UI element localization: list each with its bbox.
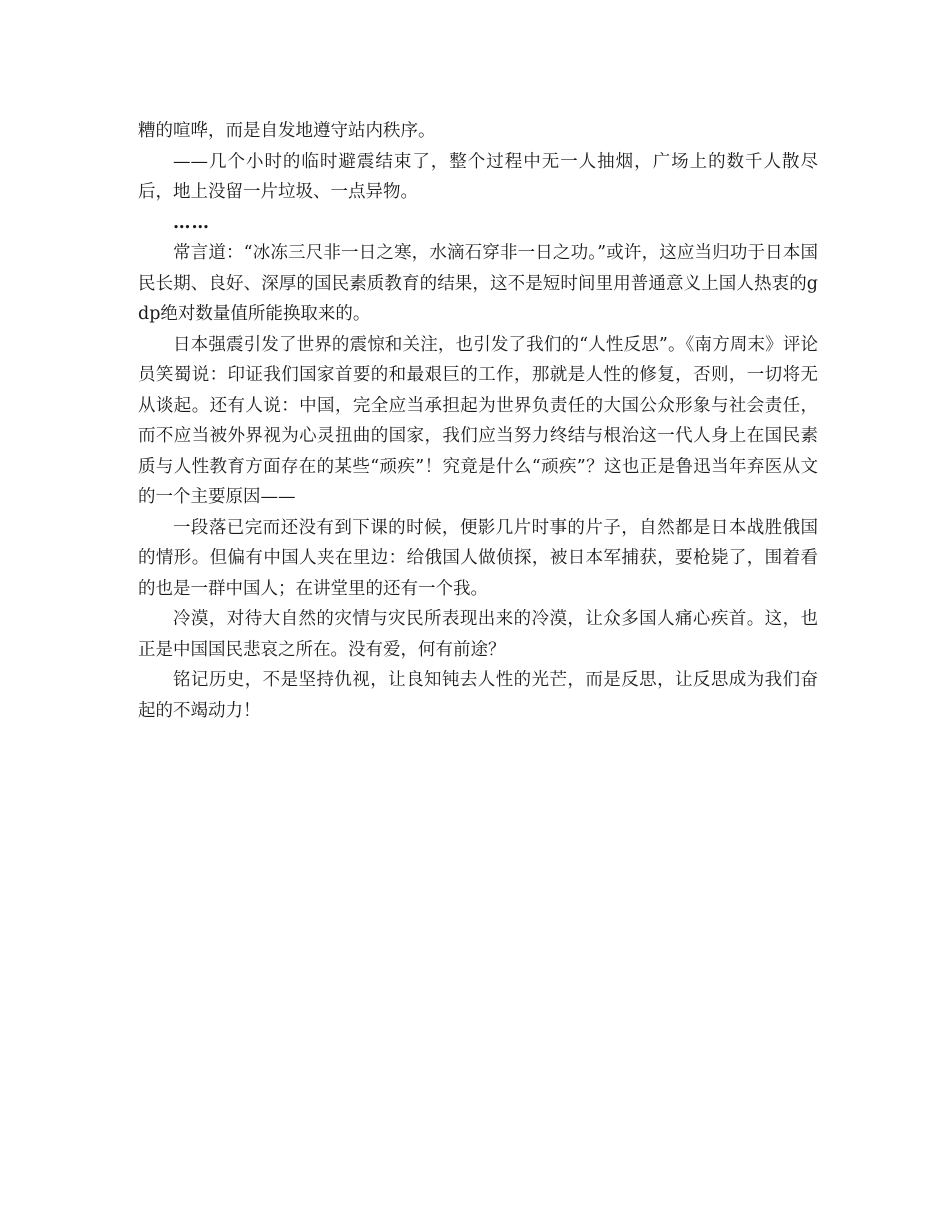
paragraph-2: ——几个小时的临时避震结束了，整个过程中无一人抽烟，广场上的数千人散尽后，地上没留一片垃圾、一点异物。 [138,151,818,202]
paragraph-5: 一段落已完而还没有到下课的时候，便影几片时事的片子，自然都是日本战胜俄国的情形。但偏有中国人夹在里边：给俄国人做侦探，被日本军捕获，要枪毙了，围着看的也是一群中国人；在讲堂里的还有一个我。 [138,517,818,599]
document-body [138,116,818,726]
paragraph-3: 常言道：“冰冻三尺非一日之寒，水滴石穿非一日之功。”或许，这应当归功于日本国民长期、良好、深厚的国民素质教育的结果，这不是短时间里用普通意义上国人热衷的gdp绝对数量值所能换取来的。 [138,243,818,324]
paragraph-ellipsis: …… [173,212,210,233]
paragraph-4: 日本强震引发了世界的震惊和关注，也引发了我们的“人性反思”。《南方周末》评论员笑蜀说：印证我们国家首要的和最艰巨的工作，那就是人性的修复，否则，一切将无从谈起。还有人说：中国，完全应当承担起为世界负责任的大国公众形象与社会责任，而不应当被外界视为心灵扭曲的国家，我们应当努力终结与根治这一代人身上在国民素质与人性教育方面存在的某些“顽疾”！究竟是什么“顽疾”？这也正是鲁迅当年弃医从文的一个主要原因—— [138,334,818,507]
paragraph-7: 铭记历史，不是坚持仇视，让良知钝去人性的光芒，而是反思，让反思成为我们奋起的不竭动力！ [138,670,818,721]
paragraph-6: 冷漠，对待大自然的灾情与灾民所表现出来的冷漠，让众多国人痛心疾首。这，也正是中国国民悲哀之所在。没有爱，何有前途？ [138,609,818,660]
paragraph-1: 糟的喧哗，而是自发地遵守站内秩序。 [138,121,436,141]
